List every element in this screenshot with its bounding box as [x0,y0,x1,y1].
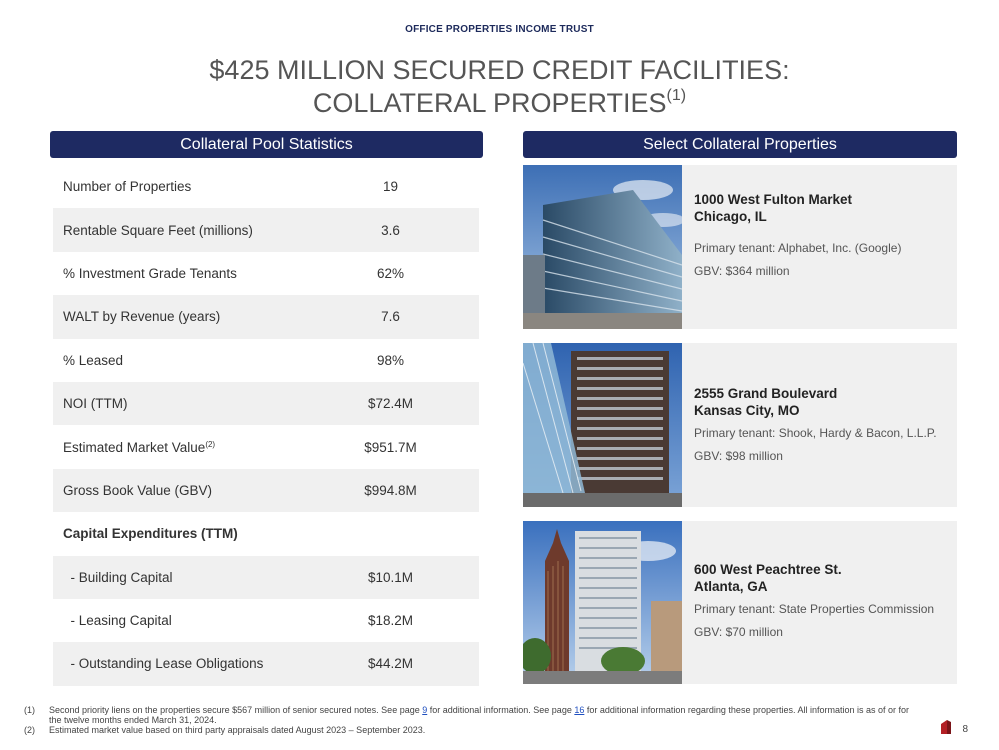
company-logo-icon [941,720,951,734]
stats-label: NOI (TTM) [63,396,128,412]
collateral-stats-table [53,165,479,686]
title-line-2: COLLATERAL PROPERTIES [312,88,667,118]
stats-value: 62% [376,265,405,281]
stats-row-building-capital [53,556,479,599]
stats-row-outstanding-lease-obligations [53,642,479,685]
stats-value: $18.2M [367,613,414,629]
property-gbv: GBV: $70 million [694,625,783,639]
property-info [694,191,951,278]
collateral-pool-statistics-header: Collateral Pool Statistics [50,131,483,158]
stats-row-gross-book-value [53,469,479,512]
stats-value: 98% [376,352,405,368]
footnote-text [49,705,924,725]
property-tenant: Primary tenant: Shook, Hardy & Bacon, L.L.P. [694,426,937,440]
stats-label: Capital Expenditures (TTM) [63,526,238,542]
property-gbv: GBV: $364 million [694,264,790,278]
stats-row-leased [53,339,479,382]
stats-row-investment-grade-tenants [53,252,479,295]
stats-value: $44.2M [367,656,414,672]
footnote-text-part: for additional information regarding these properties. All information is as of or for the twelve months ended March 31, 2024. [49,705,910,725]
stats-value: 19 [382,179,399,195]
stats-row-rentable-square-feet [53,208,479,251]
stats-row-capital-expenditures [53,512,479,555]
stats-row-leasing-capital [53,599,479,642]
page-title [0,54,999,120]
stats-row-noi [53,382,479,425]
footnote-number: (1) [24,705,35,715]
title-footnote-ref: (1) [666,87,687,104]
stats-value: $994.8M [364,482,417,498]
company-name: OFFICE PROPERTIES INCOME TRUST [405,24,594,35]
stats-label [53,440,343,455]
property-city: Chicago, IL [694,209,767,224]
stats-value: 7.6 [381,309,400,325]
property-city: Atlanta, GA [694,579,768,594]
footnote-ref: (2) [205,439,216,449]
building-photo-grand-boulevard [523,343,682,507]
stats-label: - Outstanding Lease Obligations [63,656,264,672]
footnote-text-part: Second priority liens on the properties secure $567 million of senior secured notes. See page [49,705,423,715]
stats-label-text: Estimated Market Value [63,439,206,455]
page-9-link[interactable]: 9 [422,705,428,715]
stats-label: - Building Capital [63,569,173,585]
footnote-number: (2) [24,725,35,735]
property-name: 600 West Peachtree St. [694,562,842,577]
stats-label: % Leased [63,352,124,368]
property-card-fulton-market [523,165,957,329]
property-info [694,385,951,463]
stats-label: Rentable Square Feet (millions) [63,222,253,238]
property-name: 1000 West Fulton Market [694,192,853,207]
stats-label: WALT by Revenue (years) [63,309,221,325]
footnote-2 [24,725,924,735]
stats-row-number-of-properties [53,165,479,208]
stats-value: $72.4M [367,396,414,412]
property-card-grand-boulevard [523,343,957,507]
property-city: Kansas City, MO [694,403,800,418]
select-collateral-properties-header: Select Collateral Properties [523,131,957,158]
page-number: 8 [962,724,968,735]
page-16-link[interactable]: 16 [574,705,585,715]
stats-row-estimated-market-value [53,425,479,468]
building-photo-fulton-market [523,165,682,329]
property-tenant: Primary tenant: Alphabet, Inc. (Google) [694,241,902,255]
stats-label: Gross Book Value (GBV) [63,482,213,498]
footnotes [24,705,924,735]
property-name: 2555 Grand Boulevard [694,386,838,401]
stats-value: $10.1M [367,569,414,585]
stats-value: $951.7M [364,439,417,455]
property-card-west-peachtree [523,521,957,684]
title-line-1: $425 MILLION SECURED CREDIT FACILITIES: [209,55,790,85]
footnote-text-part: for additional information. See page [427,705,575,715]
stats-value: 3.6 [381,222,400,238]
property-gbv: GBV: $98 million [694,449,783,463]
building-photo-west-peachtree [523,521,682,684]
stats-label: % Investment Grade Tenants [63,265,237,281]
property-tenant: Primary tenant: State Properties Commission [694,602,935,616]
footnote-1 [24,705,924,725]
stats-label: - Leasing Capital [63,613,172,629]
stats-row-walt [53,295,479,338]
footnote-text: Estimated market value based on third party appraisals dated August 2023 – September 2023. [49,725,426,735]
property-info [694,561,951,639]
stats-label: Number of Properties [63,179,192,195]
